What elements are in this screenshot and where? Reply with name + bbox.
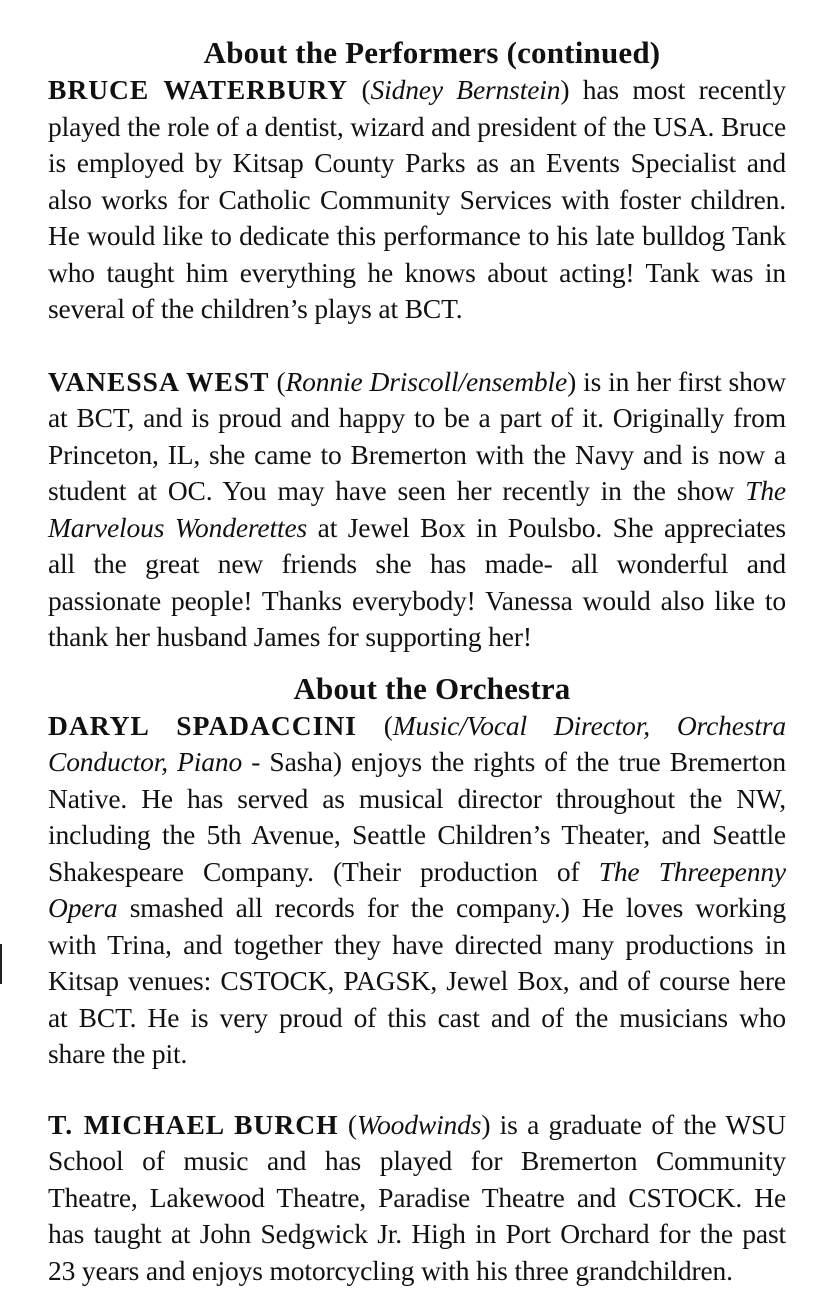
performers-heading: About the Performers (continued) — [48, 34, 786, 72]
bio-text: ) is a graduate of the WSU School of music and has played for Bremerton Community Theatre, Lakewood Theatre, Paradise Theatre and CSTOCK. He has taught at John Sedgwick Jr. High in Port Orchard for the past 23 years and enjoys motorcycling with his three grandchildren. — [48, 1109, 786, 1286]
bio-text: at Jewel Box in Poulsbo. She appreciates all the great new friends she has made- all wonderful and passionate people! Thanks everybody! Vanessa would also like to thank her husband James for supporting her! — [48, 512, 786, 653]
show-title: The Marvelous Wonderettes — [48, 475, 786, 543]
bio-text: ) has most recently played the role of a dentist, wizard and president of the USA. Bruce is employed by Kitsap County Parks as an Events Specialist and also works for Catholic Community Services with foster children. He would like to dedicate this performance to his late bulldog Tank who taught him everything he knows about acting! Tank was in several of the children’s plays at BCT. — [48, 74, 786, 324]
performer-role: Woodwinds — [357, 1109, 481, 1140]
performer-role: Ronnie Driscoll/ensemble — [286, 366, 568, 397]
performer-role: Sidney Bernstein — [371, 74, 561, 105]
show-title: The Threepenny Opera — [48, 856, 786, 924]
performer-name: DARYL SPADACCINI — [48, 710, 357, 741]
orchestra-heading: About the Orchestra — [48, 670, 786, 708]
bio-text: enjoys the rights of the true Bremerton Native. He has served as musical director throughout the NW, including the 5th Avenue, Seattle Children’s Theater, and Seattle Shakespeare Company. (Their production of — [48, 746, 786, 887]
bio-text: ) is in her first show at BCT, and is proud and happy to be a part of it. Originally from Princeton, IL, she came to Bremerton with the Navy and is now a student at OC. You may have seen her recently in the show — [48, 366, 786, 507]
performer-name: T. MICHAEL BURCH — [48, 1109, 338, 1140]
bio-daryl-spadaccini: DARYL SPADACCINI (Music/Vocal Director, Orchestra Conductor, Piano - Sasha) enjoys the rights of the true Bremerton Native. He has served as musical director throughout the NW, including the 5th Avenue, Seattle Children’s Theater, and Seattle Shakespeare Company. (Their production of The Threepenny Opera smashed all records for the company.) He loves working with Trina, and together they have directed many productions in Kitsap venues: CSTOCK, PAGSK, Jewel Box, and of course here at BCT. He is very proud of this cast and of the musicians who share the pit. — [48, 708, 786, 1073]
program-page — [48, 34, 786, 1289]
bio-t-michael-burch: T. MICHAEL BURCH (Woodwinds) is a graduate of the WSU School of music and has played for Bremerton Community Theatre, Lakewood Theatre, Paradise Theatre and CSTOCK. He has taught at John Sedgwick Jr. High in Port Orchard for the past 23 years and enjoys motorcycling with his three grandchildren. — [48, 1107, 786, 1289]
scan-edge-mark — [0, 944, 2, 984]
bio-bruce-waterbury: BRUCE WATERBURY (Sidney Bernstein) has most recently played the role of a dentist, wizard and president of the USA. Bruce is employed by Kitsap County Parks as an Events Specialist and also works for Catholic Community Services with foster children. He would like to dedicate this performance to his late bulldog Tank who taught him everything he knows about acting! Tank was in several of the children’s plays at BCT. — [48, 72, 786, 328]
bio-vanessa-west: VANESSA WEST (Ronnie Driscoll/ensemble) is in her first show at BCT, and is proud and happy to be a part of it. Originally from Princeton, IL, she came to Bremerton with the Navy and is now a student at OC. You may have seen her recently in the show The Marvelous Wonderettes at Jewel Box in Poulsbo. She appreciates all the great new friends she has made- all wonderful and passionate people! Thanks everybody! Vanessa would also like to thank her husband James for supporting her! — [48, 364, 786, 656]
bio-text: smashed all records for the company.) He loves working with Trina, and together they have directed many productions in Kitsap venues: CSTOCK, PAGSK, Jewel Box, and of course here at BCT. He is very proud of this cast and of the musicians who share the pit. — [48, 892, 786, 1069]
performer-role: Music/Vocal Director, Orchestra Conductor, Piano — [48, 710, 786, 778]
performer-name: VANESSA WEST — [48, 366, 269, 397]
performer-name: BRUCE WATERBURY — [48, 74, 348, 105]
